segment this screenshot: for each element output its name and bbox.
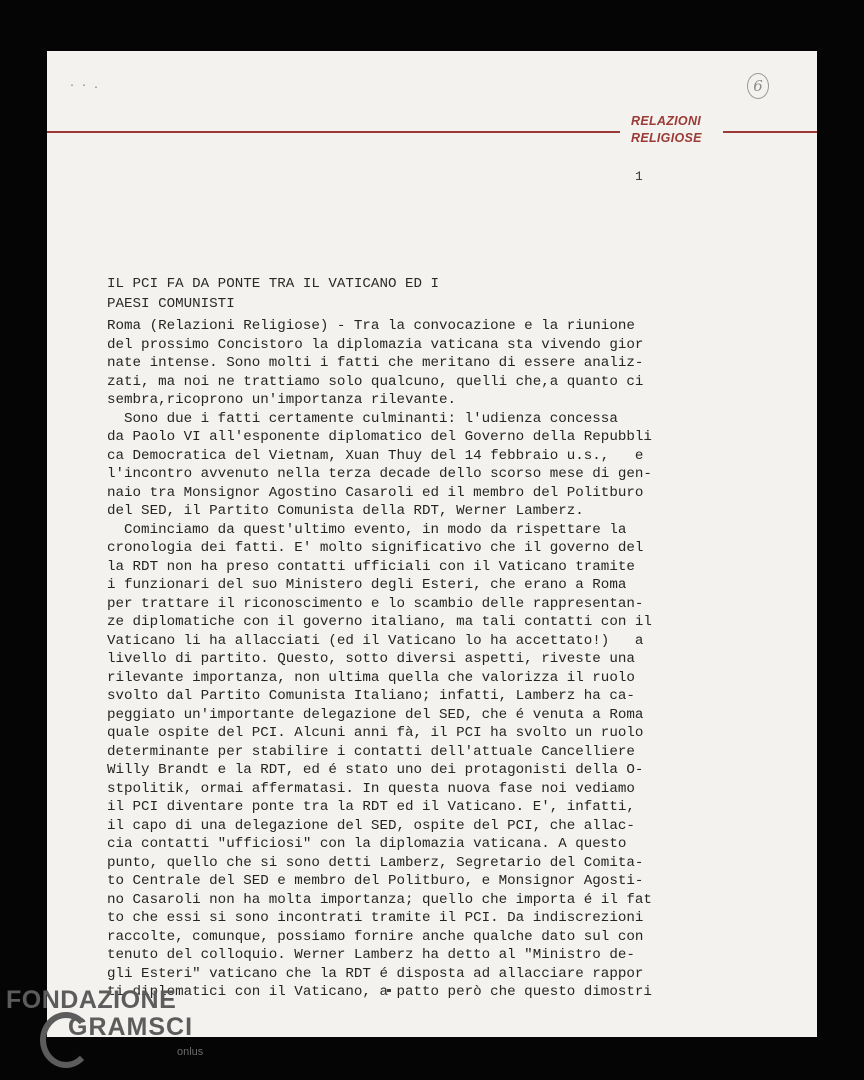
- body-line: svolto dal Partito Comunista Italiano; infatti, Lamberz ha ca-: [107, 688, 635, 704]
- header-rule-right: [723, 131, 817, 133]
- body-line: Vaticano li ha allacciati (ed il Vaticano lo ha accettato!) a: [107, 632, 644, 649]
- body-line: Sono due i fatti certamente culminanti: l'udienza concessa: [107, 410, 618, 427]
- body-line: l'incontro avvenuto nella terza decade dello scorso mese di gen-: [107, 466, 652, 482]
- body-line: il PCI diventare ponte tra la RDT ed il Vaticano. E', infatti,: [107, 799, 635, 815]
- body-line: ca Democratica del Vietnam, Xuan Thuy del 14 febbraio u.s., e: [107, 447, 644, 464]
- body-line: per trattare il riconoscimento e lo scambio delle rappresentan-: [107, 595, 644, 612]
- paper-specks: · · .: [69, 81, 100, 92]
- body-line: naio tra Monsignor Agostino Casaroli ed il membro del Politburo: [107, 484, 644, 501]
- handwritten-page-mark: 6: [747, 73, 769, 99]
- body-line: stpolitik, ormai affermatasi. In questa nuova fase noi vediamo: [107, 780, 635, 797]
- watermark-line-1: FONDAZIONE: [6, 986, 177, 1014]
- brand-line-2: RELIGIOSE: [631, 131, 702, 145]
- body-line: zati, ma noi ne trattiamo solo qualcuno, quelli che,a quanto ci: [107, 373, 644, 390]
- body-line: tenuto del colloquio. Werner Lamberz ha detto al "Ministro de-: [107, 947, 635, 963]
- body-line: Willy Brandt e la RDT, ed é stato uno dei protagonisti della O-: [107, 762, 644, 778]
- body-line: cronologia dei fatti. E' molto significativo che il governo del: [107, 540, 644, 556]
- brand-stamp: [631, 113, 702, 147]
- body-line: punto, quello che si sono detti Lamberz, Segretario del Comita-: [107, 854, 644, 871]
- body-line: i funzionari del suo Ministero degli Esteri, che erano a Roma: [107, 577, 627, 593]
- body-line: livello di partito. Questo, sotto diversi aspetti, riveste una: [107, 651, 635, 667]
- page-number: 1: [635, 169, 643, 184]
- body-line: del SED, il Partito Comunista della RDT, Werner Lamberz.: [107, 503, 584, 519]
- body-line: Roma (Relazioni Religiose) - Tra la convocazione e la riunione: [107, 318, 635, 334]
- header-rule-left: [47, 131, 620, 133]
- body-line: il capo di una delegazione del SED, ospite del PCI, che allac-: [107, 817, 635, 834]
- watermark-g-logo: [40, 1012, 92, 1068]
- body-line: raccolte, comunque, possiamo fornire anche qualche dato sul con: [107, 928, 644, 945]
- body-line: no Casaroli non ha molta importanza; quello che importa é il fat: [107, 891, 652, 908]
- body-line: la RDT non ha preso contatti ufficiali con il Vaticano tramite: [107, 558, 635, 575]
- body-line: ti diplomatici con il Vaticano, a patto però che questo dimostri: [107, 984, 652, 1000]
- body-line: Cominciamo da quest'ultimo evento, in modo da rispettare la: [107, 521, 627, 538]
- body-line: cia contatti "ufficiosi" con la diplomazia vaticana. A questo: [107, 836, 627, 852]
- document-body: [107, 317, 747, 1002]
- title-line-1: IL PCI FA DA PONTE TRA IL VATICANO ED I: [107, 276, 440, 292]
- body-line: peggiato un'importante delegazione del SED, che é venuta a Roma: [107, 706, 644, 723]
- title-line-2: PAESI COMUNISTI: [107, 296, 235, 312]
- body-line: da Paolo VI all'esponente diplomatico del Governo della Repubbli: [107, 429, 652, 445]
- body-line: quale ospite del PCI. Alcuni anni fà, il PCI ha svolto un ruolo: [107, 725, 644, 741]
- body-line: rilevante importanza, non ultima quella che valorizza il ruolo: [107, 669, 635, 686]
- body-line: ze diplomatiche con il governo italiano, ma tali contatti con il: [107, 614, 652, 630]
- body-line: determinante per stabilire i contatti dell'attuale Cancelliere: [107, 743, 635, 760]
- watermark-line-2: GRAMSCI: [68, 1013, 194, 1041]
- body-line: to che essi si sono incontrati tramite il PCI. Da indiscrezioni: [107, 910, 644, 926]
- watermark-line-3: onlus: [177, 1046, 204, 1058]
- foundation-watermark: [6, 986, 204, 1058]
- body-line: sembra,ricoprono un'importanza rilevante.: [107, 392, 457, 408]
- body-line: to Centrale del SED e membro del Politburo, e Monsignor Agosti-: [107, 873, 644, 889]
- document-title: [107, 274, 439, 314]
- brand-line-1: RELAZIONI: [631, 114, 702, 128]
- body-line: gli Esteri" vaticano che la RDT é disposta ad allacciare rappor: [107, 965, 644, 982]
- body-line: nate intense. Sono molti i fatti che meritano di essere analiz-: [107, 355, 644, 371]
- body-line: del prossimo Concistoro la diplomazia vaticana sta vivendo gior: [107, 336, 644, 353]
